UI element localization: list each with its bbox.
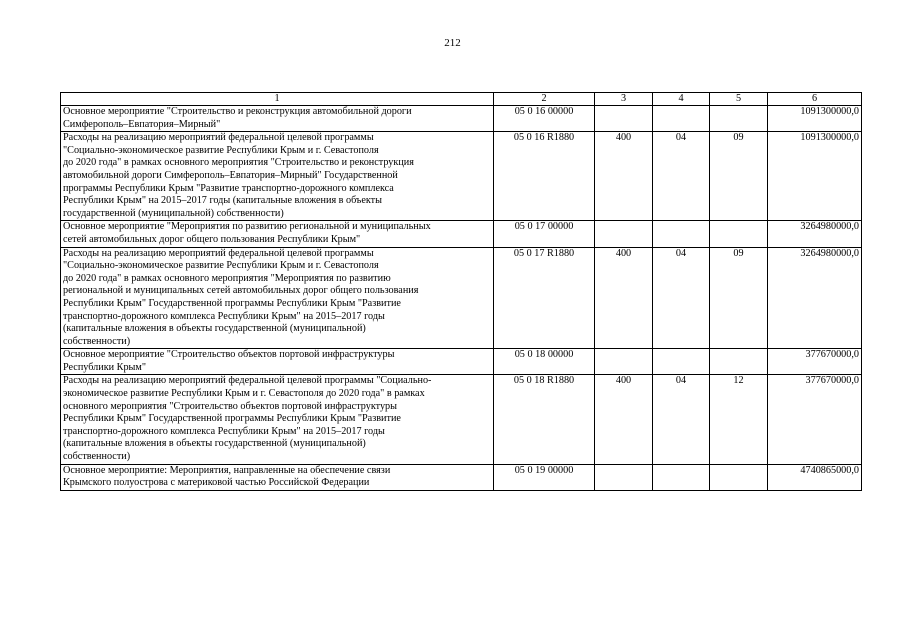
- header-col-5: 5: [710, 93, 768, 106]
- row-section: 04: [653, 247, 710, 349]
- row-section: [653, 221, 710, 247]
- header-col-2: 2: [494, 93, 595, 106]
- row-section: [653, 106, 710, 132]
- table-row: [61, 349, 862, 375]
- row-subsection: 09: [710, 132, 768, 221]
- row-amount: 3264980000,0: [768, 221, 862, 247]
- row-target-code: 05 0 19 00000: [494, 464, 595, 490]
- row-target-code: 05 0 16 R1880: [494, 132, 595, 221]
- row-description: Основное мероприятие "Строительство и реконструкция автомобильной дороги Симферополь–Евпатория–Мирный": [61, 106, 494, 132]
- row-amount: 4740865000,0: [768, 464, 862, 490]
- table-row: [61, 464, 862, 490]
- row-expense-type: 400: [595, 247, 653, 349]
- table-row: [61, 375, 862, 464]
- row-description: Основное мероприятие: Мероприятия, направленные на обеспечение связи Крымского полуострова с материковой частью Российской Федерации: [61, 464, 494, 490]
- row-section: 04: [653, 132, 710, 221]
- row-subsection: [710, 349, 768, 375]
- row-section: [653, 349, 710, 375]
- table-row: [61, 132, 862, 221]
- header-col-4: 4: [653, 93, 710, 106]
- row-subsection: [710, 221, 768, 247]
- row-section: 04: [653, 375, 710, 464]
- row-target-code: 05 0 18 00000: [494, 349, 595, 375]
- row-description: Основное мероприятие "Мероприятия по развитию региональной и муниципальных сетей автомобильных дорог общего пользования Республики Крым": [61, 221, 494, 247]
- row-target-code: 05 0 18 R1880: [494, 375, 595, 464]
- row-amount: 377670000,0: [768, 349, 862, 375]
- row-subsection: 09: [710, 247, 768, 349]
- row-description: Расходы на реализацию мероприятий федеральной целевой программы "Социально- экономическое развитие Республики Крым и г. Севастополя до 2020 года" в рамках основного мероприятия "Строительство объектов портовой инфраструктуры Республики Крым" Государственной программы Республики Крым "Развитие транспортно-дорожного комплекса Республики Крым" на 2015–2017 годы (капитальные вложения в объекты государственной (муниципальной) собственности): [61, 375, 494, 464]
- row-subsection: 12: [710, 375, 768, 464]
- row-description: Расходы на реализацию мероприятий федеральной целевой программы "Социально-экономическое развитие Республики Крым и г. Севастополя до 2020 года" в рамках основного мероприятия "Строительство и реконструкция автомобильной дороги Симферополь–Евпатория–Мирный" Государственной программы Республики Крым "Развитие транспортно-дорожного комплекса Республики Крым" на 2015–2017 годы (капитальные вложения в объекты государственной (муниципальной) собственности): [61, 132, 494, 221]
- row-expense-type: 400: [595, 132, 653, 221]
- header-col-3: 3: [595, 93, 653, 106]
- row-target-code: 05 0 17 00000: [494, 221, 595, 247]
- header-col-1: 1: [61, 93, 494, 106]
- row-description: Основное мероприятие "Строительство объектов портовой инфраструктуры Республики Крым": [61, 349, 494, 375]
- row-subsection: [710, 106, 768, 132]
- row-description: Расходы на реализацию мероприятий федеральной целевой программы "Социально-экономическое развитие Республики Крым и г. Севастополя до 2020 года" в рамках основного мероприятия "Мероприятия по развитию региональной и муниципальных сетей автомобильных дорог общего пользования Республики Крым" Государственной программы Республики Крым "Развитие транспортно-дорожного комплекса Республики Крым" на 2015–2017 годы (капитальные вложения в объекты государственной (муниципальной) собственности): [61, 247, 494, 349]
- row-amount: 377670000,0: [768, 375, 862, 464]
- table-row: [61, 106, 862, 132]
- row-amount: 3264980000,0: [768, 247, 862, 349]
- budget-table: [60, 92, 862, 491]
- row-target-code: 05 0 16 00000: [494, 106, 595, 132]
- page-number: 212: [444, 37, 461, 49]
- row-section: [653, 464, 710, 490]
- row-subsection: [710, 464, 768, 490]
- row-expense-type: [595, 221, 653, 247]
- table-row: [61, 247, 862, 349]
- table-row: [61, 221, 862, 247]
- row-target-code: 05 0 17 R1880: [494, 247, 595, 349]
- row-amount: 1091300000,0: [768, 106, 862, 132]
- table-header-row: [61, 93, 862, 106]
- row-amount: 1091300000,0: [768, 132, 862, 221]
- row-expense-type: [595, 106, 653, 132]
- row-expense-type: [595, 349, 653, 375]
- header-col-6: 6: [768, 93, 862, 106]
- row-expense-type: [595, 464, 653, 490]
- row-expense-type: 400: [595, 375, 653, 464]
